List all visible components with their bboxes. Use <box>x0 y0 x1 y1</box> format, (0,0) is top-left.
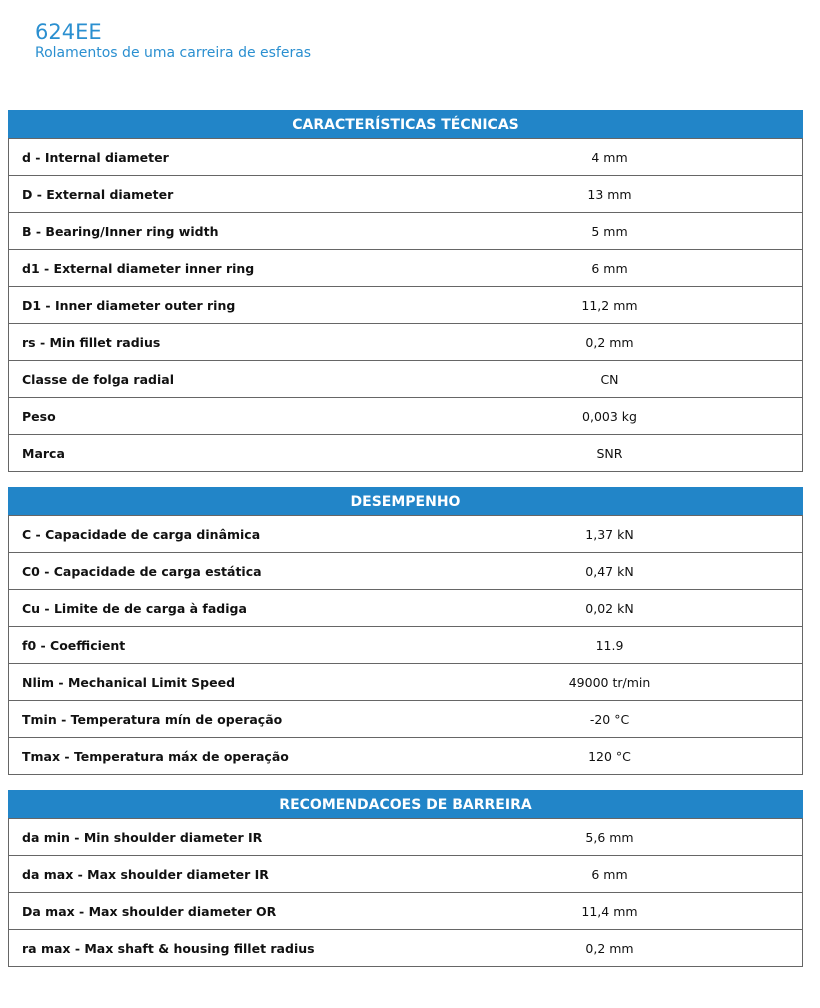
table-row <box>9 819 803 856</box>
row-value: 6 mm <box>417 856 803 893</box>
table-row <box>9 139 803 176</box>
section-header: CARACTERÍSTICAS TÉCNICAS <box>8 110 803 138</box>
row-value: 5 mm <box>417 213 803 250</box>
row-value: 5,6 mm <box>417 819 803 856</box>
row-label: d1 - External diameter inner ring <box>9 250 418 287</box>
row-value: CN <box>417 361 803 398</box>
spec-table <box>8 138 803 472</box>
row-value: 4 mm <box>417 139 803 176</box>
row-label: B - Bearing/Inner ring width <box>9 213 418 250</box>
table-row <box>9 516 803 553</box>
table-row <box>9 287 803 324</box>
table-row <box>9 856 803 893</box>
spec-table <box>8 515 803 775</box>
section-technical-characteristics <box>8 110 803 472</box>
row-value: 49000 tr/min <box>417 664 803 701</box>
row-label: Tmin - Temperatura mín de operação <box>9 701 418 738</box>
table-row <box>9 930 803 967</box>
table-row <box>9 435 803 472</box>
row-label: rs - Min fillet radius <box>9 324 418 361</box>
row-value: 1,37 kN <box>417 516 803 553</box>
table-row <box>9 398 803 435</box>
row-value: 11.9 <box>417 627 803 664</box>
row-label: Peso <box>9 398 418 435</box>
product-title: 624EE <box>35 20 102 44</box>
row-value: 0,02 kN <box>417 590 803 627</box>
table-row <box>9 738 803 775</box>
section-header: RECOMENDACOES DE BARREIRA <box>8 790 803 818</box>
table-row <box>9 553 803 590</box>
table-row <box>9 361 803 398</box>
row-label: Da max - Max shoulder diameter OR <box>9 893 418 930</box>
row-value: 6 mm <box>417 250 803 287</box>
table-row <box>9 701 803 738</box>
row-label: Nlim - Mechanical Limit Speed <box>9 664 418 701</box>
row-value: 11,2 mm <box>417 287 803 324</box>
row-label: D - External diameter <box>9 176 418 213</box>
table-row <box>9 590 803 627</box>
row-value: 0,003 kg <box>417 398 803 435</box>
table-row <box>9 893 803 930</box>
table-row <box>9 176 803 213</box>
spec-table <box>8 818 803 967</box>
row-value: 0,2 mm <box>417 324 803 361</box>
row-label: D1 - Inner diameter outer ring <box>9 287 418 324</box>
page-header <box>35 20 311 62</box>
row-value: 11,4 mm <box>417 893 803 930</box>
section-barrier-recommendations <box>8 790 803 967</box>
row-label: Tmax - Temperatura máx de operação <box>9 738 418 775</box>
row-label: C - Capacidade de carga dinâmica <box>9 516 418 553</box>
table-row <box>9 627 803 664</box>
row-label: Classe de folga radial <box>9 361 418 398</box>
row-value: 13 mm <box>417 176 803 213</box>
row-label: d - Internal diameter <box>9 139 418 176</box>
row-value: 0,47 kN <box>417 553 803 590</box>
row-label: da max - Max shoulder diameter IR <box>9 856 418 893</box>
table-row <box>9 250 803 287</box>
product-subtitle: Rolamentos de uma carreira de esferas <box>35 45 312 61</box>
row-value: -20 °C <box>417 701 803 738</box>
row-value: SNR <box>417 435 803 472</box>
table-row <box>9 213 803 250</box>
row-label: da min - Min shoulder diameter IR <box>9 819 418 856</box>
section-performance <box>8 487 803 775</box>
row-value: 120 °C <box>417 738 803 775</box>
row-label: f0 - Coefficient <box>9 627 418 664</box>
section-header: DESEMPENHO <box>8 487 803 515</box>
row-label: ra max - Max shaft & housing fillet radius <box>9 930 418 967</box>
row-label: Cu - Limite de de carga à fadiga <box>9 590 418 627</box>
row-value: 0,2 mm <box>417 930 803 967</box>
row-label: C0 - Capacidade de carga estática <box>9 553 418 590</box>
table-row <box>9 664 803 701</box>
table-row <box>9 324 803 361</box>
row-label: Marca <box>9 435 418 472</box>
